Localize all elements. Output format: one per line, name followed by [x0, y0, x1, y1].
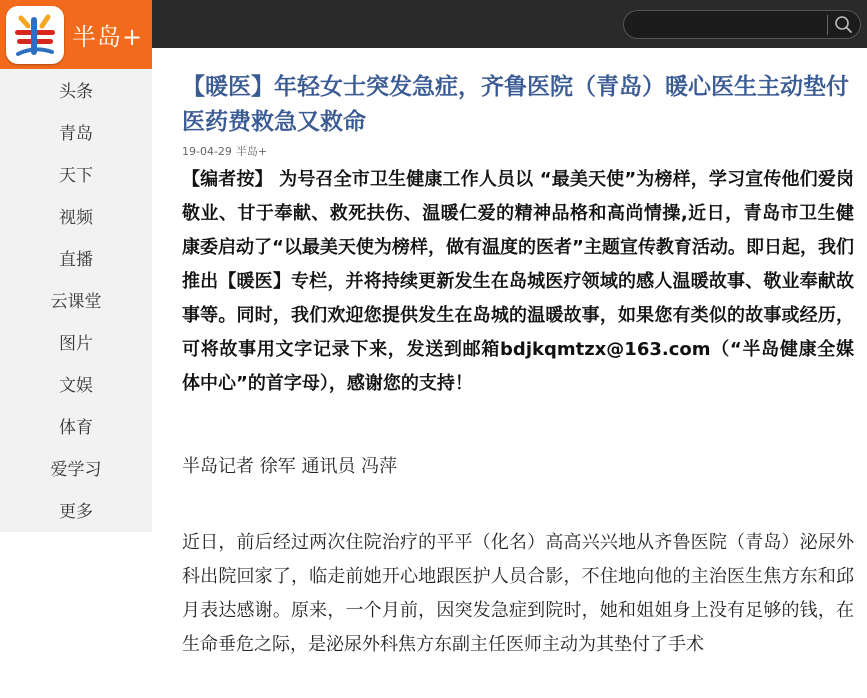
sidebar-item-qingdao[interactable]: 青岛 [59, 124, 93, 144]
search-divider [827, 15, 828, 35]
search-box [623, 10, 861, 39]
article-source: 半岛+ [235, 145, 268, 158]
sidebar-item-live[interactable]: 直播 [59, 250, 93, 270]
logo-icon [6, 6, 64, 64]
sidebar-item-video[interactable]: 视频 [59, 208, 93, 228]
article-paragraph: 近日，前后经过两次住院治疗的平平（化名）高高兴兴地从齐鲁医院（青岛）泌尿外科出院回家了，临走前她开心地跟医护人员合影，不住地向他的主治医生焦方东和邱月表达感谢。原来，一个月前，因突发急症到院时，她和姐姐身上没有足够的钱，在生命垂危之际，是泌尿外科焦方东副主任医师主动为其垫付了手术 [182, 532, 854, 655]
sidebar-item-sports[interactable]: 体育 [59, 418, 93, 438]
editor-note: 【编者按】 为号召全市卫生健康工作人员以 “最美天使”为榜样，学习宣传他们爱岗敬业、甘于奉献、救死扶伤、温暖仁爱的精神品格和高尚情操,近日，青岛市卫生健康委启动了“以最美天使为榜样，做有温度的医者”主题宣传教育活动。即日起，我们推出【暖医】专栏，并将持续更新发生在岛城医疗领域的感人温暖故事、敬业奉献故事等。同时，我们欢迎您提供发生在岛城的温暖故事，如果您有类似的故事或经历，可将故事用文字记录下来，发送到邮箱bdjkqmtzx@163.com（“半岛健康全媒体中心”的首字母），感谢您的支持！ [182, 169, 854, 394]
search-button[interactable] [832, 14, 856, 36]
article-title: 【暖医】年轻女士突发急症，齐鲁医院（青岛）暖心医生主动垫付医药费救急又救命 [182, 74, 849, 135]
article-byline: 半岛记者 徐军 通讯员 冯萍 [182, 456, 398, 477]
search-input[interactable] [634, 15, 828, 37]
sidebar-item-pictures[interactable]: 图片 [59, 334, 93, 354]
search-icon [832, 14, 856, 36]
sidebar-item-toutiao[interactable]: 头条 [59, 82, 93, 102]
sidebar-item-learning[interactable]: 爱学习 [50, 460, 102, 480]
sidebar-item-cloud-class[interactable]: 云课堂 [50, 292, 102, 312]
article-date: 19-04-29 [182, 145, 232, 158]
sidebar-item-more[interactable]: 更多 [59, 502, 93, 522]
sidebar-item-tianxia[interactable]: 天下 [59, 166, 93, 186]
site-logo[interactable] [0, 0, 152, 69]
sidebar-item-entertainment[interactable]: 文娱 [59, 376, 93, 396]
article-meta [182, 143, 854, 159]
article [182, 70, 854, 662]
logo-badge [6, 6, 64, 64]
logo-text: 半岛+ [72, 23, 144, 51]
sidebar-nav [0, 69, 152, 532]
